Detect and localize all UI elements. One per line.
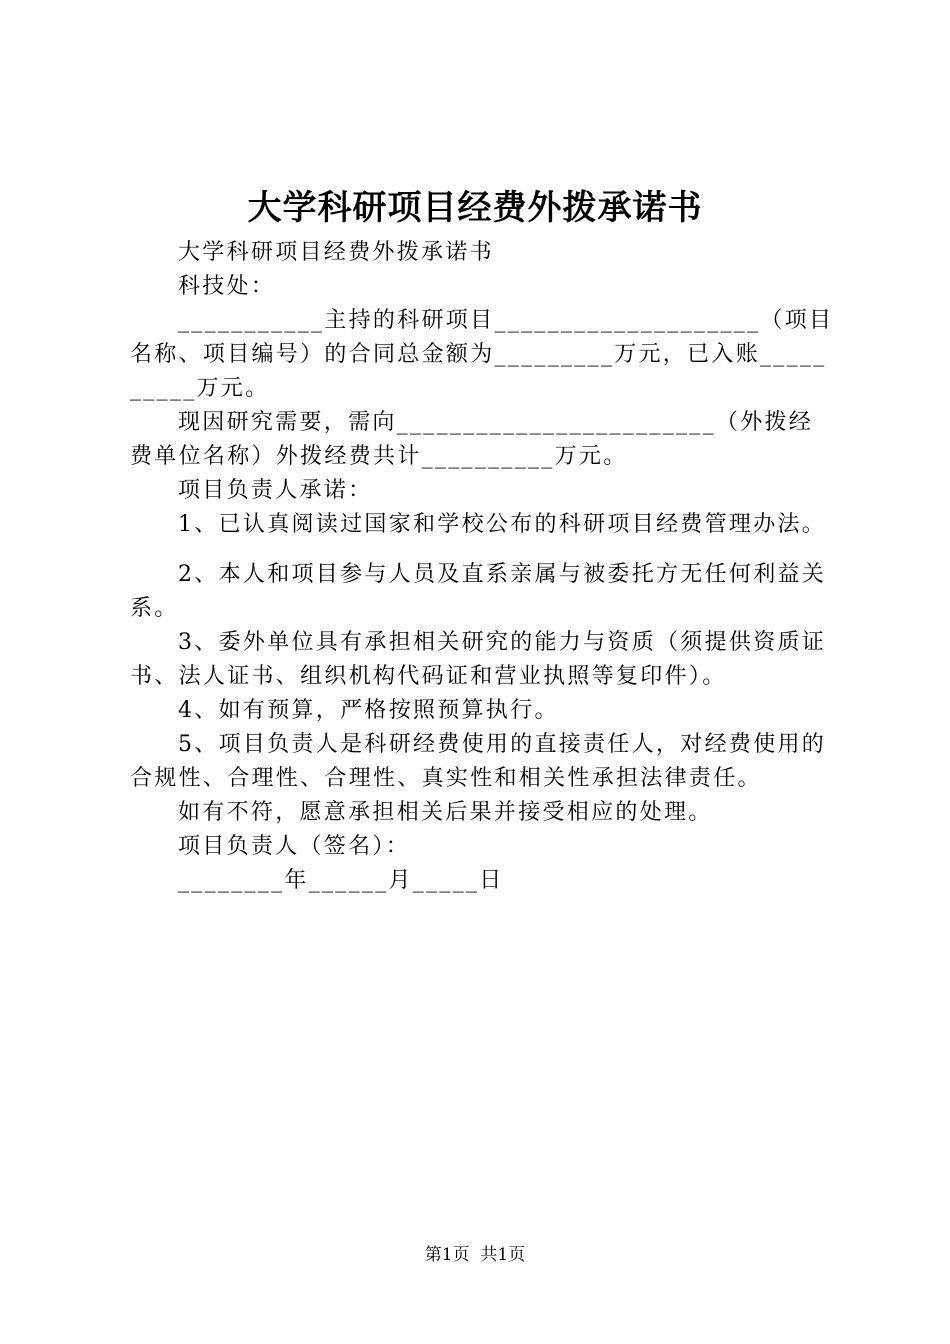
pledge-item-1: 1、已认真阅读过国家和学校公布的科研项目经费管理办法。 xyxy=(178,512,827,537)
pledge-item-3: 3、委外单位具有承担相关研究的能力与资质（须提供资质证书、法人证书、组织机构代码证和营业执照等复印件）。 xyxy=(130,630,827,689)
body-subtitle: 大学科研项目经费外拨承诺书 xyxy=(178,240,494,265)
date-line: ________年______月_____日 xyxy=(178,868,504,893)
addressee: 科技处： xyxy=(178,274,276,299)
document-title: 大学科研项目经费外拨承诺书 xyxy=(247,188,703,228)
pledge-heading: 项目负责人承诺： xyxy=(178,478,373,503)
pledge-item-5: 5、项目负责人是科研经费使用的直接责任人，对经费使用的合规性、合理性、合理性、真实性和相关性承担法律责任。 xyxy=(130,732,827,791)
page-footer xyxy=(0,1244,950,1266)
consequence-statement: 如有不符，愿意承担相关后果并接受相应的处理。 xyxy=(178,800,713,825)
signature-line: 项目负责人（签名）： xyxy=(178,834,411,859)
document-body xyxy=(130,236,835,898)
paragraph-contract-amount: ___________主持的科研项目____________________（项目名称、项目编号）的合同总金额为_________万元，已入账__________万元。 xyxy=(130,308,834,401)
page-number-total: 共1页 xyxy=(480,1245,526,1265)
paragraph-external-transfer: 现因研究需要，需向________________________（外拨经费单位名称）外拨经费共计__________万元。 xyxy=(130,410,814,469)
pledge-item-2: 2、本人和项目参与人员及直系亲属与被委托方无任何利益关系。 xyxy=(130,562,827,621)
page-number-current: 第1页 xyxy=(424,1245,470,1265)
pledge-item-4: 4、如有预算，严格按照预算执行。 xyxy=(178,698,559,723)
footer-spacer xyxy=(470,1245,481,1265)
